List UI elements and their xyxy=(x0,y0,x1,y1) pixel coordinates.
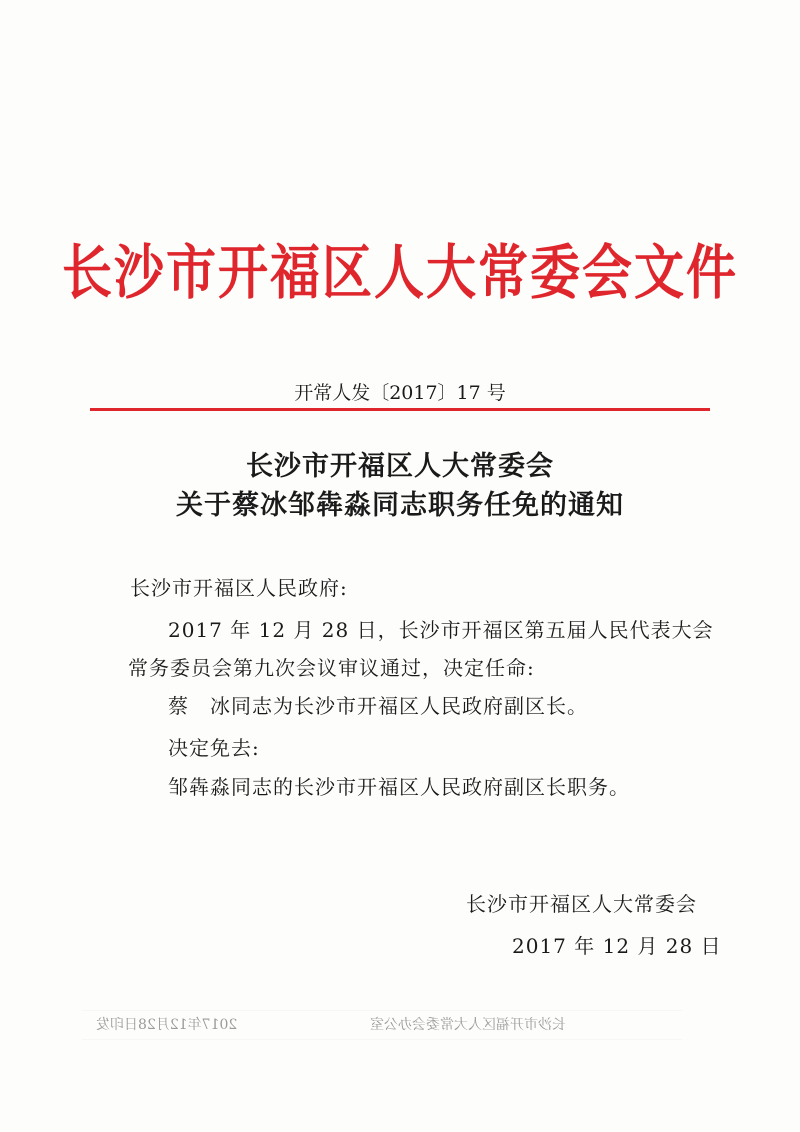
bleed-through-office: 长沙市开福区人大常委会办公室 xyxy=(370,1017,566,1033)
addressee: 长沙市开福区人民政府: xyxy=(130,576,348,600)
body-paragraph-removal: 邹犇淼同志的长沙市开福区人民政府副区长职务。 xyxy=(168,775,630,799)
body-paragraph-2: 常务委员会第九次会议审议通过，决定任命: xyxy=(128,656,535,680)
signature-issuer: 长沙市开福区人大常委会 xyxy=(466,892,697,916)
masthead: 长沙市开福区人大常委会文件 xyxy=(62,238,738,307)
body-paragraph-1: 2017 年 12 月 28 日，长沙市开福区第五届人民代表大会 xyxy=(168,618,714,642)
document-number: 开常人发〔2017〕17 号 xyxy=(294,382,506,404)
body-paragraph-removal-heading: 决定免去: xyxy=(168,736,260,760)
body-paragraph-appointment: 蔡 冰同志为长沙市开福区人民政府副区长。 xyxy=(168,694,588,718)
bleed-through-date: 2017年12月28日印发 xyxy=(96,1017,238,1033)
title-line-1: 长沙市开福区人大常委会 xyxy=(246,451,554,482)
title-line-2: 关于蔡冰邹犇淼同志职务任免的通知 xyxy=(176,490,624,521)
red-separator-line xyxy=(90,408,710,411)
signature-date: 2017 年 12 月 28 日 xyxy=(512,934,722,958)
